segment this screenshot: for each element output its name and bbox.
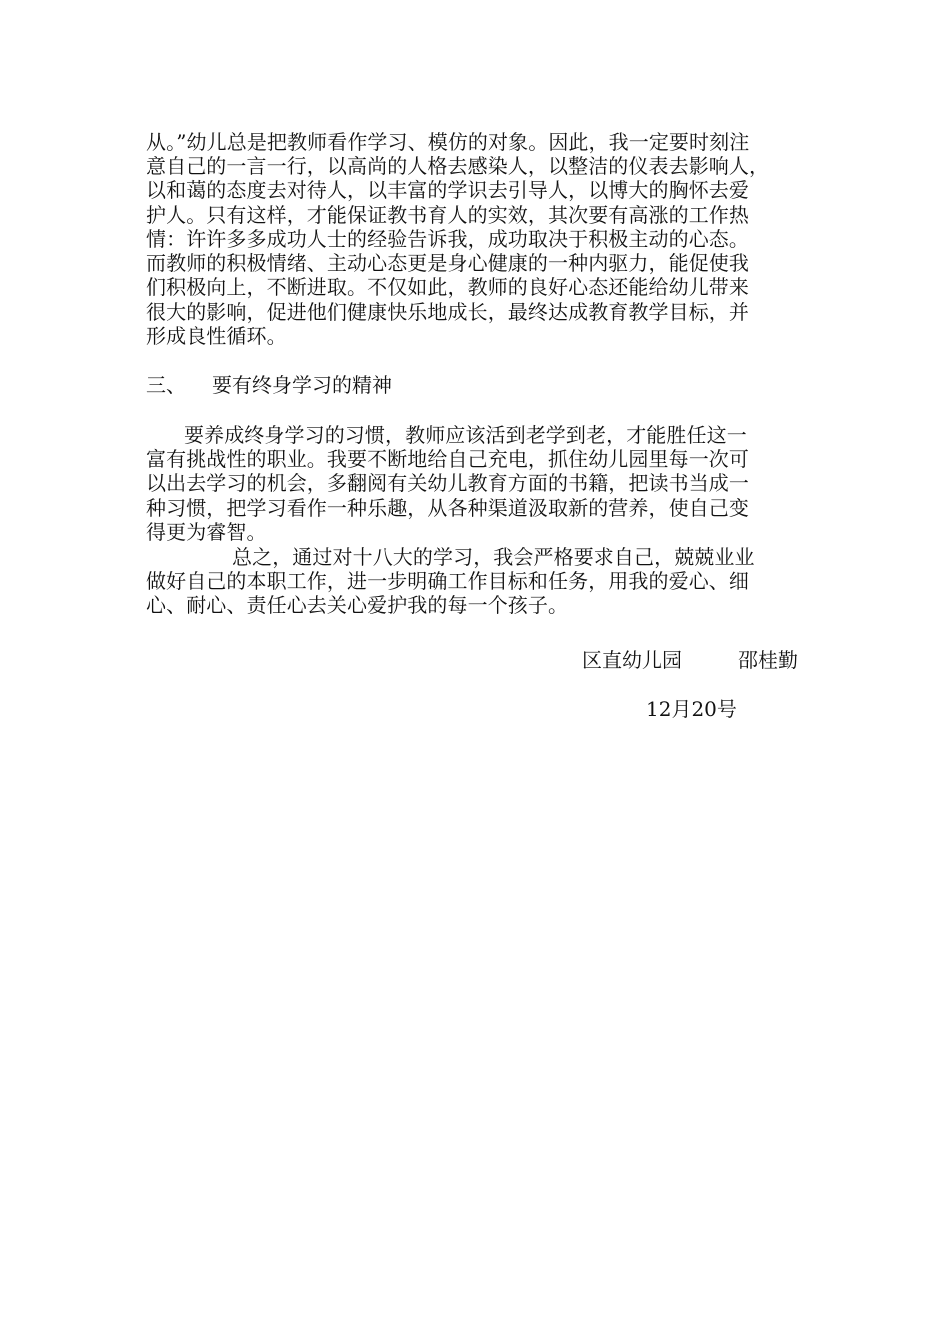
signature-date: 12月20号: [646, 697, 737, 721]
text-line: 意自己的一言一行，以高尚的人格去感染人，以整洁的仪表去影响人，: [146, 154, 770, 178]
text-line: 以出去学习的机会，多翻阅有关幼儿教育方面的书籍，把读书当成一: [146, 471, 749, 495]
text-line: 要养成终身学习的习惯，教师应该活到老学到老，才能胜任这一: [184, 423, 747, 447]
text-line: 总之，通过对十八大的学习，我会严格要求自己，兢兢业业: [232, 545, 755, 569]
text-line: 情：许许多多成功人士的经验告诉我，成功取决于积极主动的心态。: [146, 227, 749, 251]
text-line: 们积极向上，不断进取。不仅如此，教师的良好心态还能给幼儿带来: [146, 275, 749, 299]
section-title: 要有终身学习的精神: [212, 373, 392, 397]
text-line: 从。”幼儿总是把教师看作学习、模仿的对象。因此，我一定要时刻注: [146, 130, 750, 154]
signature-organization: 区直幼儿园: [582, 648, 682, 672]
section-number: 三、: [146, 373, 186, 397]
text-line: 种习惯，把学习看作一种乐趣，从各种渠道汲取新的营养，使自己变: [146, 496, 749, 520]
text-line: 护人。只有这样，才能保证教书育人的实效，其次要有高涨的工作热: [146, 203, 749, 227]
text-line: 以和蔼的态度去对待人，以丰富的学识去引导人，以博大的胸怀去爱: [146, 178, 749, 202]
text-line: 富有挑战性的职业。我要不断地给自己充电，抓住幼儿园里每一次可: [146, 447, 749, 471]
text-line: 形成良性循环。: [146, 324, 287, 348]
signature-name: 邵桂勤: [738, 648, 798, 672]
text-line: 做好自己的本职工作，进一步明确工作目标和任务，用我的爱心、细: [146, 569, 749, 593]
text-line: 心、耐心、责任心去关心爱护我的每一个孩子。: [146, 593, 569, 617]
text-line: 而教师的积极情绪、主动心态更是身心健康的一种内驱力，能促使我: [146, 251, 749, 275]
text-line: 得更为睿智。: [146, 520, 267, 544]
text-line: 很大的影响，促进他们健康快乐地成长，最终达成教育教学目标，并: [146, 300, 749, 324]
